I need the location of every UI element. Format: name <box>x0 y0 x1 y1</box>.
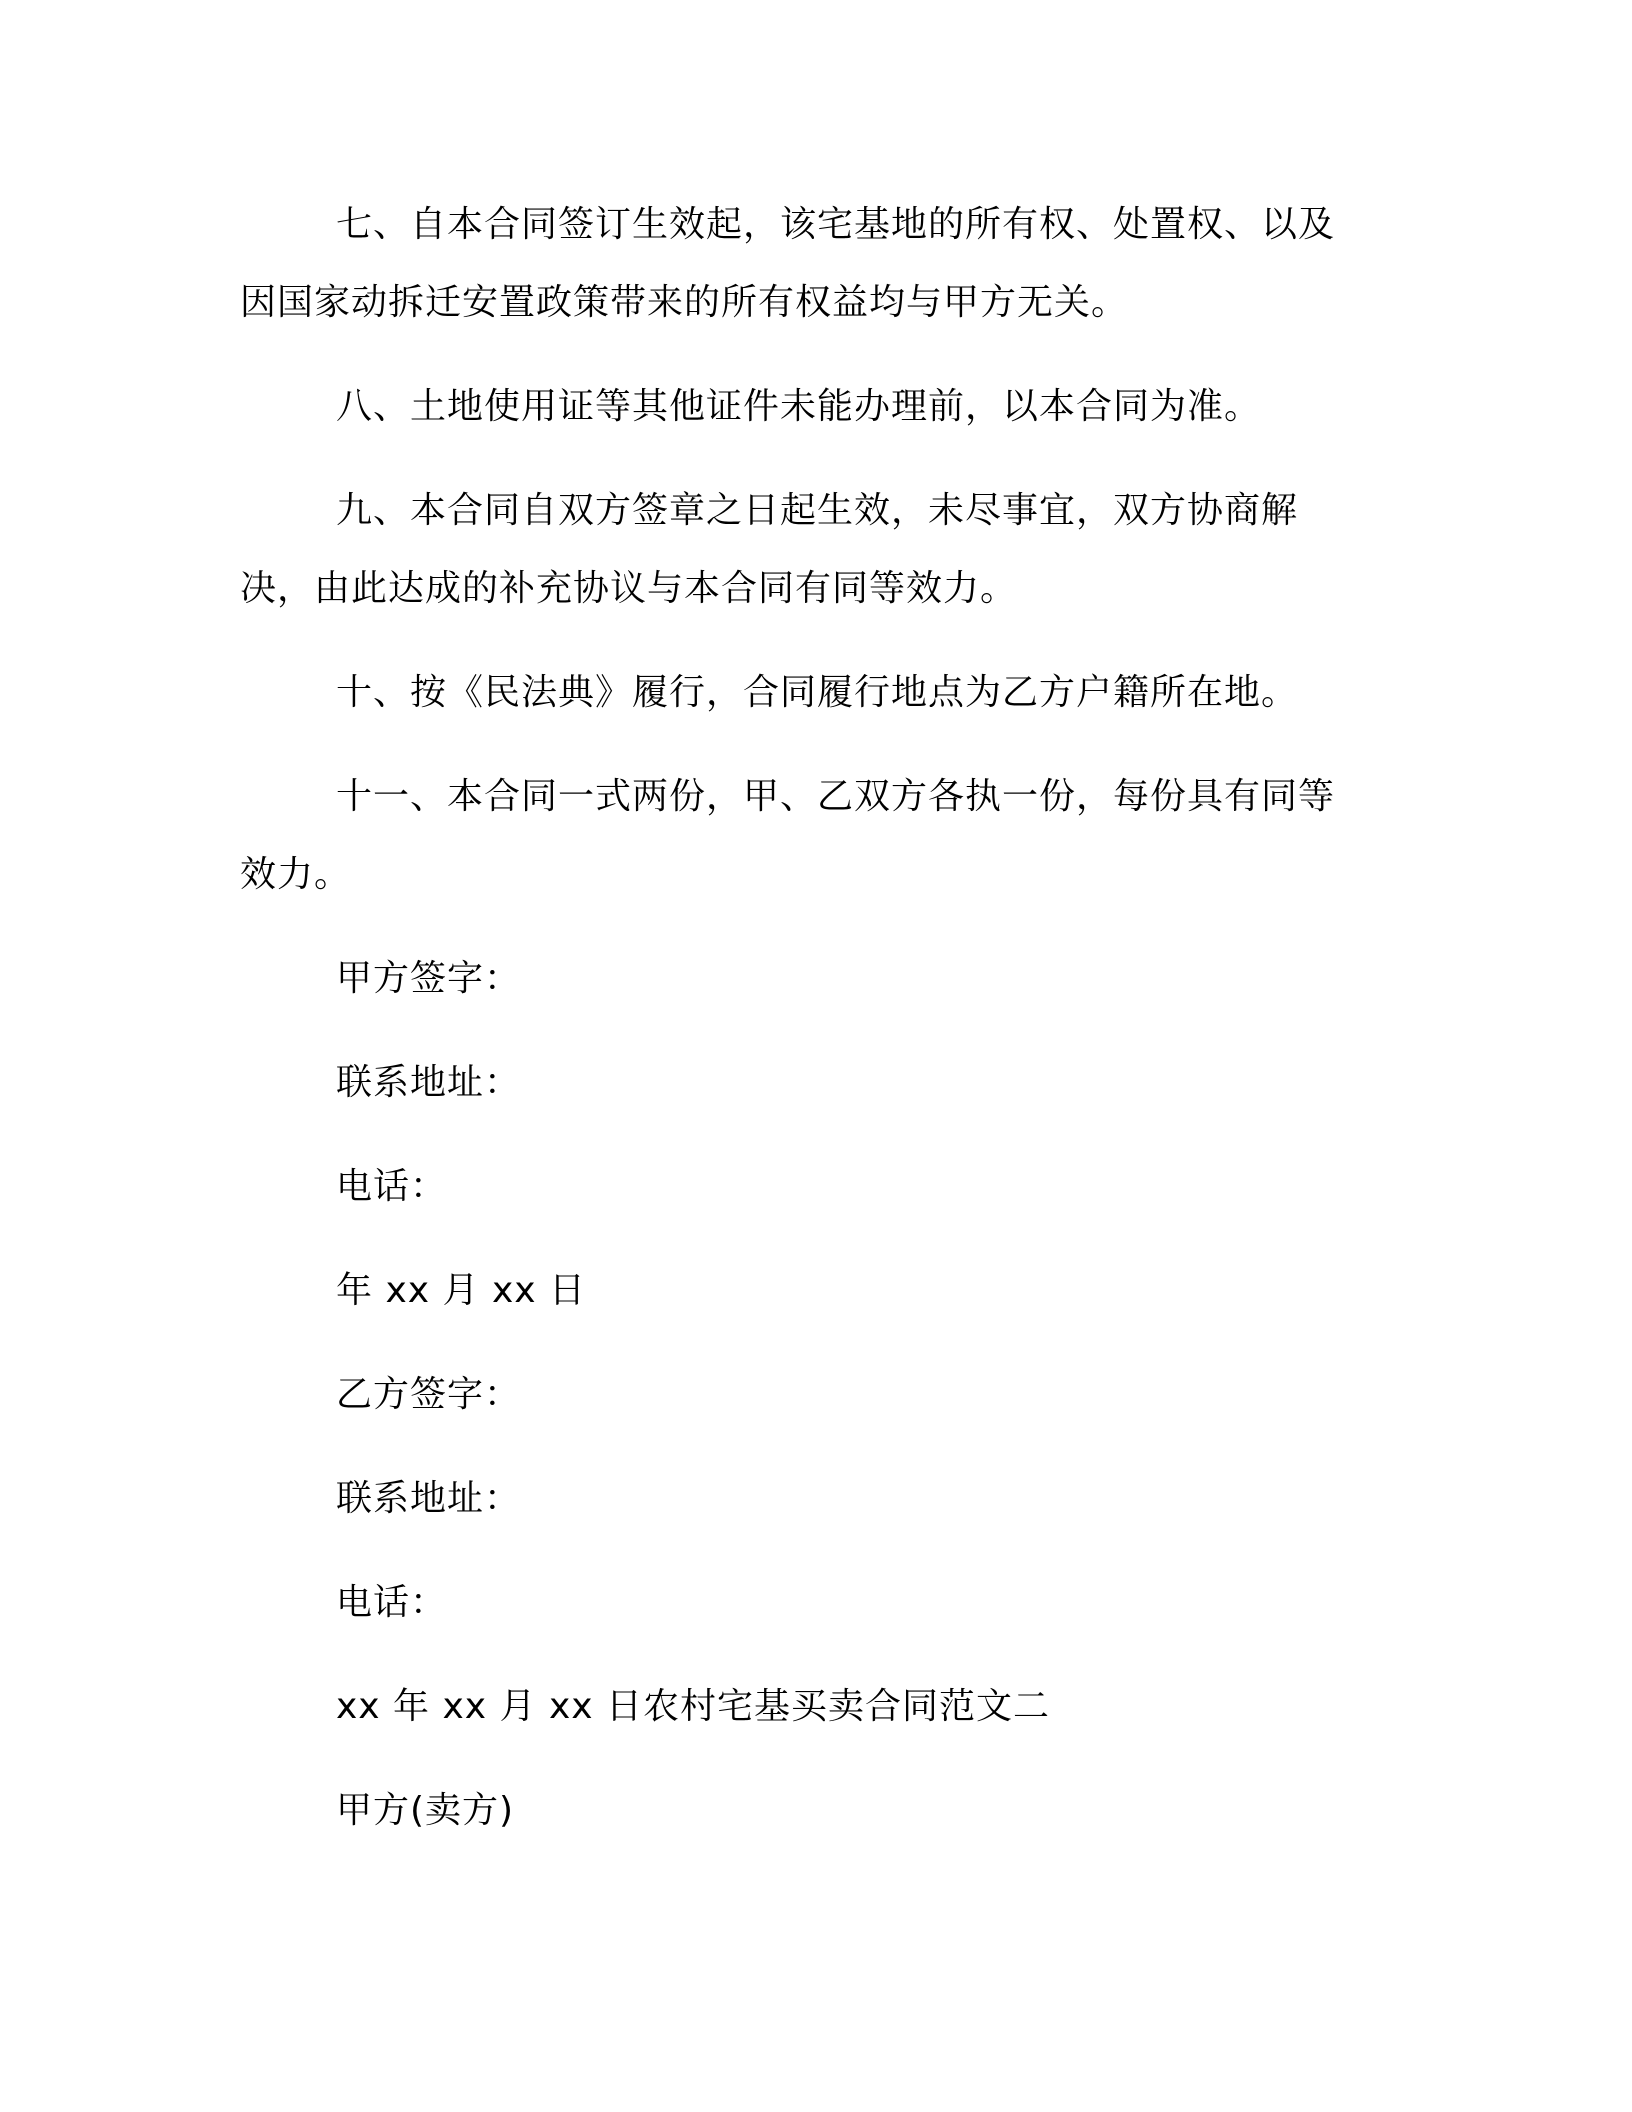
clause-10: 十、按《民法典》履行，合同履行地点为乙方户籍所在地。 <box>336 672 1299 713</box>
party-a-address-label: 联系地址： <box>336 1062 522 1103</box>
party-a-date: 年 xx 月 xx 日 <box>336 1270 586 1311</box>
clause-7: 七、自本合同签订生效起，该宅基地的所有权、处置权、以及因国家动拆迁安置政策带来的所有权益均与甲方无关。 <box>240 204 1336 323</box>
document-body <box>240 186 1370 1876</box>
party-b-address-label: 联系地址： <box>336 1478 522 1519</box>
party-b-signature-label: 乙方签字： <box>336 1374 522 1415</box>
clause-9: 九、本合同自双方签章之日起生效，未尽事宜，双方协商解决，由此达成的补充协议与本合同有同等效力。 <box>240 490 1299 609</box>
party-a-signature-label: 甲方签字： <box>336 958 522 999</box>
seller-party-label: 甲方(卖方) <box>336 1790 515 1831</box>
clause-11: 十一、本合同一式两份，甲、乙双方各执一份，每份具有同等效力。 <box>240 776 1336 895</box>
party-a-phone-label: 电话： <box>336 1166 448 1207</box>
clause-8: 八、土地使用证等其他证件未能办理前，以本合同为准。 <box>336 386 1262 427</box>
party-b-phone-label: 电话： <box>336 1582 448 1623</box>
party-b-date-and-next-title: xx 年 xx 月 xx 日农村宅基买卖合同范文二 <box>336 1686 1051 1727</box>
